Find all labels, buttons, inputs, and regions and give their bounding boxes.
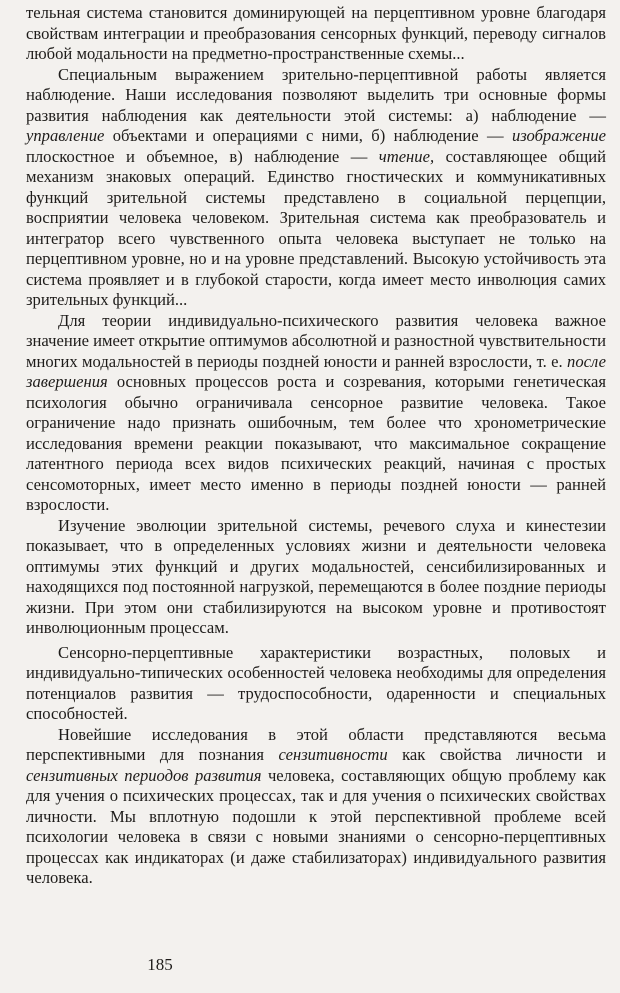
- text-run: как свойства личности и: [387, 745, 607, 764]
- text-run: человека, составляющих общую проблему как для учения о психических процессах, так и для учения о психических свойствах личности. Мы вплотную подошли к этой перспективной проблеме всей психологии человека в связи с новыми знаниями о сенсорно-перцептивных процессах как индикаторах (и даже стабилизаторах) индивидуального развития человека.: [26, 765, 606, 887]
- text-run: плоскостное и объемное, в) наблюдение —: [26, 146, 379, 166]
- italic-text: сензитивных периодов развития: [26, 765, 262, 785]
- italic-text: чтение,: [378, 146, 435, 166]
- text-run: Для теории индивидуально-психического развития человека важное значение имеет открытие оптимумов абсолютной и разностной чувствительности многих модальностей в периоды поздней юности и ранней взрослости, т. е.: [26, 310, 606, 371]
- body-text: [26, 3, 606, 889]
- italic-text: после завершения: [26, 351, 606, 391]
- text-run: объектами и операциями с ними, б) наблюдение —: [104, 126, 512, 145]
- paragraph: [26, 516, 606, 639]
- italic-text: изображение: [511, 126, 606, 145]
- text-run: Специальным выражением зрительно-перцептивной работы является наблюдение. Наши исследования позволяют выделить три основные формы развития наблюдения как деятельности этой системы: а) наблюдение —: [26, 64, 606, 125]
- text-run: составляющее общий механизм знаковых операций. Единство гностических и коммуникативных функций зрительной системы представлено в социальной перцепции, восприятии человека человеком. Зрительная система как преобразователь и интегратор всего чувственного опыта человека выступает не только на перцептивном уровне, но и на уровне представлений. Высокую устойчивость эта система проявляет и в глубокой старости, когда имеет место инволюция самих зрительных функций...: [26, 146, 606, 309]
- paragraph: [26, 3, 606, 65]
- text-run: Новейшие исследования в этой области представляются весьма перспективными для познания: [26, 724, 606, 764]
- text-run: Изучение эволюции зрительной системы, речевого слуха и кинестезии показывает, что в определенных условиях жизни и деятельности человека оптимумы этих функций и других модальностей, сенсибилизированных и находящихся под постоянной нагрузкой, перемещаются в более поздние периоды жизни. При этом они стабилизируются на высоком уровне и противостоят инволюционным процессам.: [26, 515, 606, 637]
- paragraph: [26, 725, 606, 889]
- paragraph: [26, 65, 606, 311]
- text-run: Сенсорно-перцептивные характеристики возрастных, половых и индивидуально-типических особенностей человека необходимы для определения потенциалов развития — трудоспособности, одаренности и специальных способностей.: [26, 642, 606, 723]
- text-run: тельная система становится доминирующей на перцептивном уровне благодаря свойствам интеграции и преобразования сенсорных функций, переводу сигналов любой модальности на предметно-пространственные схемы...: [26, 3, 606, 63]
- italic-text: управление: [26, 126, 105, 145]
- paragraph: [26, 311, 606, 516]
- text-run: основных процессов роста и созревания, которыми генетическая психология обычно ограничивала сенсорное развитие человека. Такое ограничение надо признать ошибочным, тем более что хронометрические исследования времени реакции показывают, что максимальное сокращение латентного периода всех видов психических реакций, начиная с простых сенсомоторных, имеет место именно в периоды поздней юности — ранней взрослости.: [26, 372, 606, 514]
- page-number: 185: [147, 955, 173, 974]
- paragraph: [26, 643, 606, 725]
- italic-text: сензитивности: [278, 745, 388, 764]
